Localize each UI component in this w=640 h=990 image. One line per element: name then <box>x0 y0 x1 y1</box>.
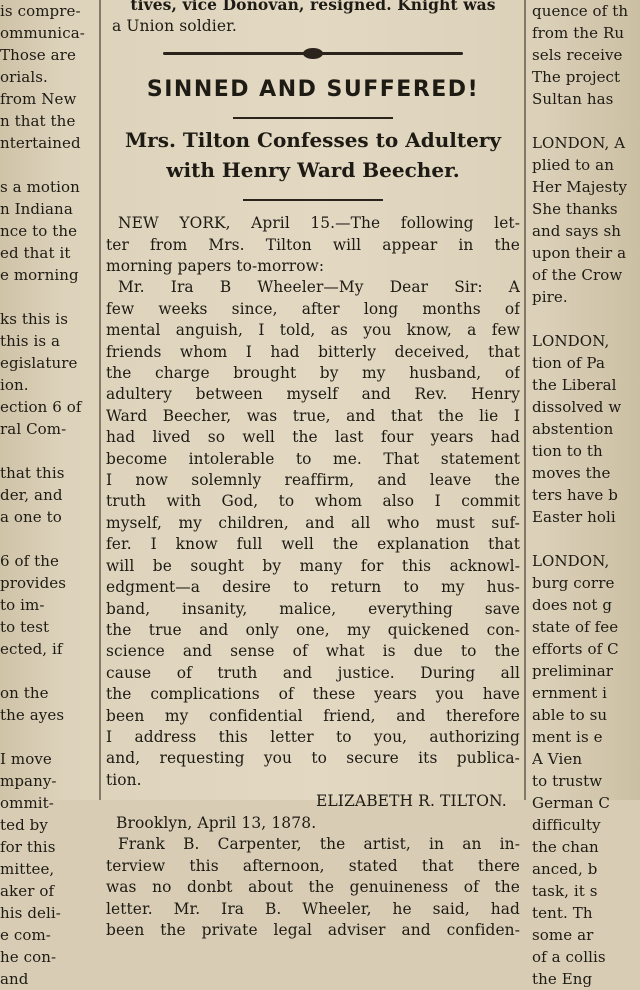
article-line: Frank B. Carpenter, the artist, in an in- <box>118 835 520 854</box>
column-text-line: e morning <box>0 266 79 284</box>
column-text-line: moves the <box>532 464 611 482</box>
column-text-line: this is a <box>0 332 61 350</box>
article-line: few weeks since, after long months of <box>106 299 520 318</box>
column-text-line: to im- <box>0 596 45 614</box>
article-line: edgment—a desire to return to my hus- <box>106 578 520 597</box>
article-line: the complications of these years you have <box>106 685 520 704</box>
article-line: friends whom I had bitterly deceived, that <box>106 342 520 361</box>
subhead-rule <box>243 199 383 201</box>
column-text-line: ernment i <box>532 684 607 702</box>
column-text-line: to test <box>0 618 50 636</box>
article-line: Mr. Ira B Wheeler—My Dear Sir: A <box>118 278 520 297</box>
column-text-line: ks this is <box>0 310 69 328</box>
column-text-line: the Liberal <box>532 376 617 394</box>
column-text-line: a one to <box>0 508 62 526</box>
column-text-line: Her Majesty <box>532 178 628 196</box>
column-text-line <box>0 528 96 550</box>
column-text-line: der, and <box>0 486 63 504</box>
column-text-line: and <box>0 970 29 988</box>
column-text-line: egislature <box>0 354 78 372</box>
column-text-line: anced, b <box>532 860 598 878</box>
column-text-line <box>0 286 96 308</box>
column-text-line: ommit- <box>0 794 54 812</box>
column-text-line: his deli- <box>0 904 61 922</box>
column-text-line: German C <box>532 794 610 812</box>
column-text-line: some ar <box>532 926 594 944</box>
column-text-line <box>0 440 96 462</box>
column-text-line: does not g <box>532 596 613 614</box>
column-text-line: ected, if <box>0 640 63 658</box>
article-continuation <box>106 834 520 941</box>
article-line: NEW YORK, April 15.—The following let- <box>118 214 520 233</box>
column-text-line: for this <box>0 838 56 856</box>
subheadline <box>106 125 520 185</box>
article-body <box>106 213 520 791</box>
article-line: band, insanity, malice, everything save <box>106 599 520 618</box>
column-text-line: orials. <box>0 68 48 86</box>
column-text-line: of a collis <box>532 948 606 966</box>
article-line: will be sought by many for this acknowl- <box>106 556 520 575</box>
column-text-line: difficulty <box>532 816 601 834</box>
column-text-line: upon their a <box>532 244 627 262</box>
column-text-line: state of fee <box>532 618 619 636</box>
article-line: cause of truth and justice. During all <box>106 663 520 682</box>
column-text-line: provides <box>0 574 67 592</box>
column-text-line: n that the <box>0 112 76 130</box>
column-text-line: sels receive <box>532 46 623 64</box>
column-text-line: ted by <box>0 816 48 834</box>
column-text-line: dissolved w <box>532 398 622 416</box>
article-line: I address this letter to you, authorizing <box>106 727 520 746</box>
article-line: Ward Beecher, was true, and that the lie I <box>106 406 520 425</box>
column-text-line <box>532 308 640 330</box>
headline-rule <box>233 117 393 119</box>
ornament-divider <box>106 43 520 63</box>
subheadline-line: with Henry Ward Beecher. <box>166 158 460 183</box>
article-line: become intolerable to me. That statement <box>106 449 520 468</box>
article-line: been the private legal adviser and confiden- <box>106 920 520 939</box>
column-text-line: plied to an <box>532 156 614 174</box>
column-text-line: and says sh <box>532 222 622 240</box>
column-text-line: ntertained <box>0 134 81 152</box>
column-text-line: task, it s <box>532 882 598 900</box>
subheadline-line: Mrs. Tilton Confesses to Adultery <box>125 128 501 153</box>
column-text-line: mpany- <box>0 772 57 790</box>
column-text-line: She thanks <box>532 200 618 218</box>
column-text-line: Sultan has <box>532 90 614 108</box>
column-text-line: preliminar <box>532 662 614 680</box>
right-column <box>532 0 640 990</box>
column-text-line <box>0 660 96 682</box>
dateline: Brooklyn, April 13, 1878. <box>116 813 317 832</box>
article-line: tion. <box>106 770 142 789</box>
headline: SINNED AND SUFFERED! <box>146 77 480 103</box>
column-text-line: ters have b <box>532 486 618 504</box>
article-line: science and sense of what is due to the <box>106 642 520 661</box>
column-text-line: ed that it <box>0 244 71 262</box>
top-line-2: a Union soldier. <box>112 16 237 35</box>
article-line: had lived so well the last four years had <box>106 428 520 447</box>
column-text-line: able to su <box>532 706 608 724</box>
column-text-line <box>0 726 96 748</box>
article-line: terview this afternoon, stated that there <box>106 856 520 875</box>
top-line: tives, vice Donovan, resigned. Knight was <box>130 0 496 14</box>
column-text-line: to trustw <box>532 772 603 790</box>
column-text-line: ral Com- <box>0 420 67 438</box>
column-text-line: n Indiana <box>0 200 73 218</box>
column-text-line <box>532 110 640 132</box>
column-text-line: ion. <box>0 376 29 394</box>
column-text-line: he con- <box>0 948 57 966</box>
column-text-line: ommunica- <box>0 24 85 42</box>
article-column <box>106 0 520 941</box>
column-text-line: LONDON, <box>532 332 610 350</box>
column-text-line <box>532 528 640 550</box>
column-text-line: tion of Pa <box>532 354 605 372</box>
column-text-line: A Vien <box>532 750 583 768</box>
column-text-line: Easter holi <box>532 508 616 526</box>
article-line: and, requesting you to secure its publica- <box>106 749 520 768</box>
column-text-line: mittee, <box>0 860 55 878</box>
article-line: been my confidential friend, and therefore <box>106 706 520 725</box>
column-text-line: on the <box>0 684 49 702</box>
column-text-line: the chan <box>532 838 599 856</box>
column-text-line: nce to the <box>0 222 78 240</box>
article-line: letter. Mr. Ira B. Wheeler, he said, had <box>106 899 520 918</box>
column-text-line: ment is e <box>532 728 603 746</box>
article-line: was no donbt about the genuineness of the <box>106 878 520 897</box>
column-text-line: tent. Th <box>532 904 593 922</box>
article-line: ter from Mrs. Tilton will appear in the <box>106 235 520 254</box>
column-text-line: is compre- <box>0 2 81 20</box>
article-line: adultery between myself and Rev. Henry <box>106 385 520 404</box>
column-text-line: that this <box>0 464 65 482</box>
column-text-line: LONDON, A <box>532 134 626 152</box>
article-line: mental anguish, I told, as you know, a few <box>106 321 520 340</box>
column-text-line: efforts of C <box>532 640 619 658</box>
column-rule-left <box>99 0 101 800</box>
column-text-line: e com- <box>0 926 51 944</box>
article-line: fer. I know full well the explanation that <box>106 535 520 554</box>
column-text-line: Those are <box>0 46 76 64</box>
column-text-line: I move <box>0 750 52 768</box>
column-text-line: abstention <box>532 420 614 438</box>
column-text-line: pire. <box>532 288 568 306</box>
column-text-line: burg corre <box>532 574 615 592</box>
column-text-line: the ayes <box>0 706 65 724</box>
column-rule-right <box>524 0 526 800</box>
article-line: myself, my children, and all who must suf- <box>106 513 520 532</box>
column-text-line: from New <box>0 90 77 108</box>
article-line: the true and only one, my quickened con- <box>106 620 520 639</box>
article-line: morning papers to-morrow: <box>106 257 325 275</box>
column-text-line: ection 6 of <box>0 398 82 416</box>
article-line: truth with God, to whom also I commit <box>106 492 520 511</box>
article-line: I now solemnly reaffirm, and leave the <box>106 471 520 490</box>
article-line: the charge brought by my husband, of <box>106 364 520 383</box>
column-text-line: from the Ru <box>532 24 625 42</box>
column-text-line: the Eng <box>532 970 593 988</box>
column-text-line: 6 of the <box>0 552 60 570</box>
column-text-line: aker of <box>0 882 55 900</box>
column-text-line: s a motion <box>0 178 80 196</box>
signature: ELIZABETH R. TILTON. <box>316 792 507 811</box>
column-text-line: The project <box>532 68 621 86</box>
column-text-line: tion to th <box>532 442 603 460</box>
column-text-line: of the Crow <box>532 266 623 284</box>
column-text-line: quence of th <box>532 2 629 20</box>
left-column <box>0 0 96 990</box>
column-text-line <box>0 154 96 176</box>
column-text-line: LONDON, <box>532 552 610 570</box>
